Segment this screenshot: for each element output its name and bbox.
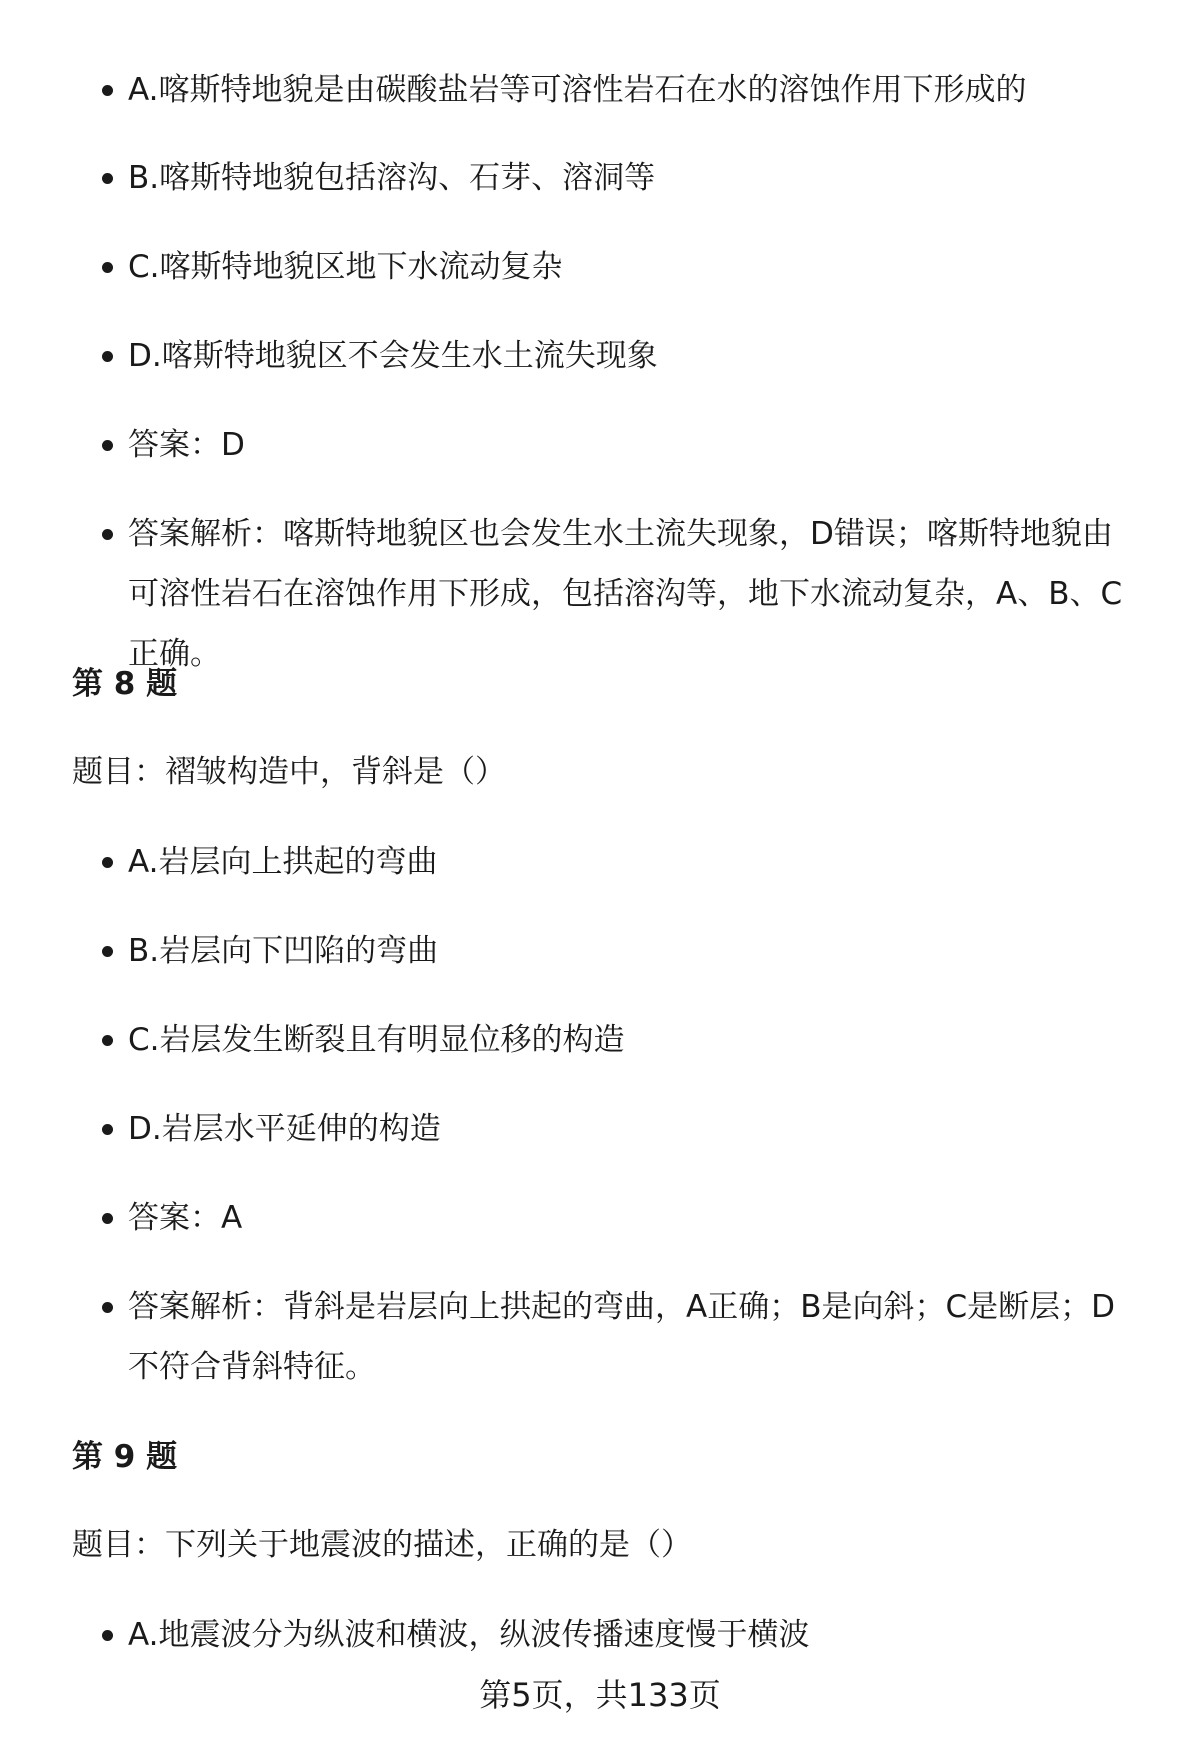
q9-heading: 第 9 题 xyxy=(72,1439,178,1475)
q7-option-d: D.喀斯特地貌区不会发生水土流失现象 xyxy=(128,326,1138,386)
q8-heading: 第 8 题 xyxy=(72,666,178,702)
q8-option-b: B.岩层向下凹陷的弯曲 xyxy=(128,921,1138,981)
q7-option-c: C.喀斯特地貌区地下水流动复杂 xyxy=(128,237,1138,297)
q7-option-a: A.喀斯特地貌是由碳酸盐岩等可溶性岩石在水的溶蚀作用下形成的 xyxy=(128,60,1138,120)
q8-option-a: A.岩层向上拱起的弯曲 xyxy=(128,832,1138,892)
q8-question: 题目：褶皱构造中，背斜是（） xyxy=(72,754,506,790)
page-number-footer: 第5页，共133页 xyxy=(479,1676,721,1714)
q8-answer: 答案：A xyxy=(128,1188,1138,1248)
q7-option-b: B.喀斯特地貌包括溶沟、石芽、溶洞等 xyxy=(128,148,1138,208)
q9-question: 题目：下列关于地震波的描述，正确的是（） xyxy=(72,1527,692,1563)
q8-analysis: 答案解析：背斜是岩层向上拱起的弯曲，A正确；B是向斜；C是断层；D不符合背斜特征。 xyxy=(128,1277,1138,1397)
q7-analysis: 答案解析：喀斯特地貌区也会发生水土流失现象，D错误；喀斯特地貌由可溶性岩石在溶蚀作用下形成，包括溶沟等，地下水流动复杂，A、B、C正确。 xyxy=(128,504,1138,684)
q9-option-a: A.地震波分为纵波和横波，纵波传播速度慢于横波 xyxy=(128,1605,1138,1665)
q8-option-d: D.岩层水平延伸的构造 xyxy=(128,1099,1138,1159)
q8-option-c: C.岩层发生断裂且有明显位移的构造 xyxy=(128,1010,1138,1070)
q7-answer: 答案：D xyxy=(128,415,1138,475)
